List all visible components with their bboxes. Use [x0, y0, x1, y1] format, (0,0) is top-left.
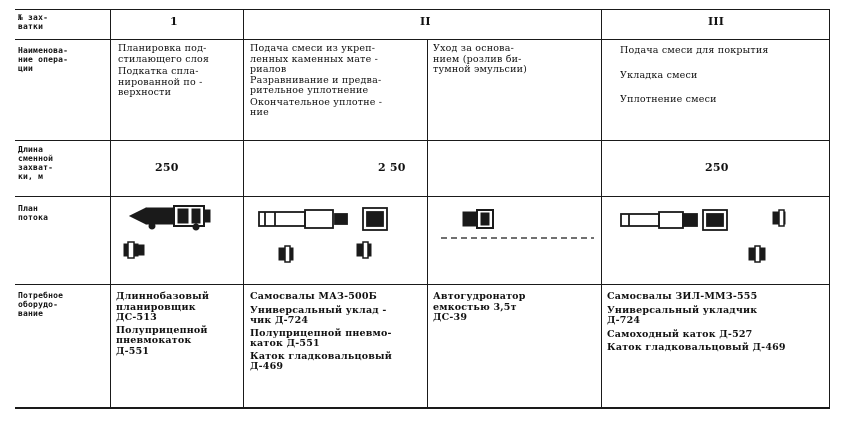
column-divider [601, 9, 602, 408]
equipment-item: Универсальный укладчик Д-724 [607, 304, 758, 326]
flow-plan-zone-1 [112, 200, 242, 280]
equipment-zone-1 [116, 292, 240, 359]
grader-icon [112, 200, 242, 280]
row-header-zone-length: Длина сменной захват- ки, м [18, 145, 54, 181]
row-header-zone-no: № зах- ватки [18, 13, 49, 31]
truck-paver-roller-icon [603, 200, 828, 280]
row-divider [15, 39, 830, 40]
equipment-item: Полуприцепной пневмо- каток Д-551 [250, 327, 392, 349]
operation-item: Уплотнение смеси [620, 94, 717, 105]
equipment-item: Длиннобазовый планировщик ДС-513 [116, 291, 210, 323]
row-header-operation-name: Наименова- ние опера- ции [18, 46, 69, 73]
length-zone-3: 250 [705, 161, 729, 174]
zone-number-1: 1 [170, 15, 178, 28]
operations-zone-1 [118, 44, 240, 101]
equipment-item: Автогудронатор емкостью 3,5т ДС-39 [433, 291, 526, 323]
equipment-zone-3 [607, 292, 827, 356]
equipment-zone-2b [433, 292, 599, 326]
operations-zone-2b [433, 44, 599, 78]
row-divider [15, 284, 830, 285]
column-divider [427, 40, 428, 408]
column-divider [829, 9, 830, 408]
equipment-item: Каток гладковальцовый Д-469 [607, 342, 786, 353]
row-header-equipment-need: Потребное оборудо- вание [18, 291, 64, 318]
operation-item: Уход за основа- нием (розлив би- тумной эмульсии) [433, 43, 528, 75]
equipment-zone-2a [250, 292, 426, 375]
table-top-border [15, 9, 830, 10]
bitumen-sprayer-icon [429, 200, 599, 280]
zone-number-3: III [708, 15, 725, 28]
equipment-item: Самоходный каток Д-527 [607, 328, 753, 340]
equipment-item: Самосвалы ЗИЛ-ММЗ-555 [607, 291, 758, 302]
column-divider [243, 9, 244, 408]
operation-item: Подача смеси из укреп- ленных каменных мате - риалов [250, 43, 379, 75]
equipment-item: Полуприцепной пневмокаток Д-551 [116, 324, 208, 357]
equipment-item: Каток гладковальцовый Д-469 [250, 350, 393, 372]
operations-zone-2a [250, 44, 426, 121]
flow-plan-zone-2a [245, 200, 425, 280]
row-header-flow-plan: План потока [18, 204, 49, 222]
row-divider [15, 196, 830, 197]
row-divider [15, 140, 830, 141]
length-zone-1: 250 [155, 161, 179, 174]
operation-item: Подача смеси для покрытия [620, 45, 769, 56]
column-divider [110, 9, 111, 408]
flow-plan-zone-3 [603, 200, 828, 280]
equipment-item: Самосвалы МАЗ-500Б [250, 291, 377, 302]
length-zone-2: 2 50 [378, 161, 406, 174]
equipment-item: Универсальный уклад - чик Д-724 [250, 304, 387, 326]
paver-icon [245, 200, 425, 280]
operation-item: Окончательное уплотне - ние [250, 96, 383, 118]
zone-number-2: II [420, 15, 431, 28]
flow-plan-zone-2b [429, 200, 599, 280]
operation-item: Разравнивание и предва- рительное уплотнение [250, 74, 382, 96]
operations-zone-3 [620, 46, 825, 108]
operation-item: Подкатка спла- нированной по - верхности [118, 66, 203, 98]
table-bottom-border [15, 407, 830, 409]
operation-item: Планировка под- стилающего слоя [118, 43, 210, 65]
operation-item: Укладка смеси [620, 69, 698, 81]
